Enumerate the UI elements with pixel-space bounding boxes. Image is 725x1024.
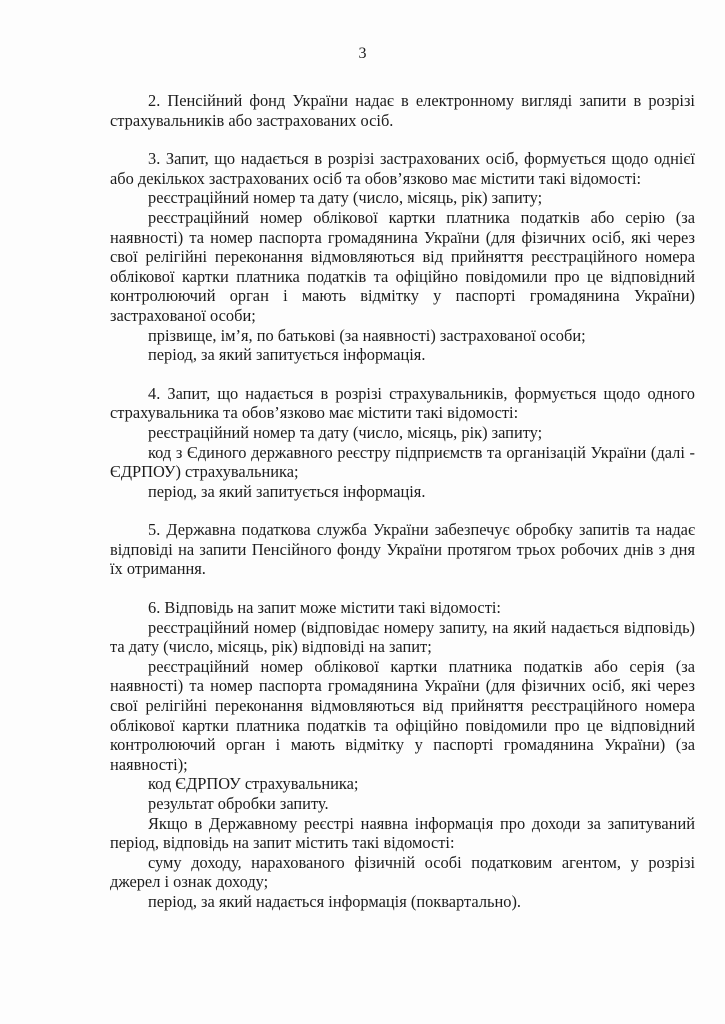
section-4 — [110, 384, 695, 502]
paragraph: 6. Відповідь на запит може містити такі відомості: — [148, 598, 501, 618]
paragraph: 4. Запит, що надається в розрізі страхувальників, формується щодо одного страхувальника та обов’язково має містити такі відомості: — [110, 383, 695, 423]
document-body — [110, 91, 695, 912]
paragraph: 5. Державна податкова служба України забезпечує обробку запитів та надає відповіді на запити Пенсійного фонду України протягом трьох робочих днів з дня їх отримання. — [110, 520, 695, 579]
list-item: код з Єдиного державного реєстру підприємств та організацій України (далі - ЄДРПОУ) страхувальника; — [110, 442, 695, 482]
section-3 — [110, 149, 695, 365]
paragraph: 3. Запит, що надається в розрізі застрахованих осіб, формується щодо однієї або декількох застрахованих осіб та обов’язково має містити такі відомості: — [110, 149, 695, 188]
list-item: реєстраційний номер (відповідає номеру запиту, на який надається відповідь) та дату (число, місяць, рік) відповіді на запит; — [110, 617, 695, 657]
list-item: реєстраційний номер та дату (число, місяць, рік) запиту; — [148, 188, 543, 208]
list-item: код ЄДРПОУ страхувальника; — [148, 774, 359, 794]
paragraph: Якщо в Державному реєстрі наявна інформація про доходи за запитуваний період, відповідь на запит містить такі відомості: — [110, 813, 695, 853]
paragraph: 2. Пенсійний фонд України надає в електронному вигляді запити в розрізі страхувальників або застрахованих осіб. — [110, 91, 695, 130]
list-item: реєстраційний номер облікової картки платника податків або серія (за наявності) та номер паспорта громадянина України (для фізичних осіб, які через свої релігійні переконання відмовляються від прийняття реєстраційного номера облікової картки платника податків та офіційно повідомили про це відповідний контролюючий орган і мають відмітку у паспорті громадянина України) (за наявності); — [110, 656, 695, 774]
section-5 — [110, 520, 695, 579]
list-item: суму доходу, нарахованого фізичній особі податковим агентом, у розрізі джерел і ознак доходу; — [110, 852, 695, 892]
section-2 — [110, 91, 695, 130]
list-item: реєстраційний номер та дату (число, місяць, рік) запиту; — [148, 422, 543, 442]
list-item: результат обробки запиту. — [148, 794, 329, 813]
list-item: період, за який запитується інформація. — [148, 481, 426, 501]
section-6 — [110, 598, 695, 912]
list-item: реєстраційний номер облікової картки платника податків або серію (за наявності) та номер паспорта громадянина України (для фізичних осіб, які через свої релігійні переконання відмовляються від прийняття реєстраційного номера облікової картки платника податків та офіційно повідомили про це відповідний контролюючий орган і мають відмітку у паспорті громадянина України) застрахованої особи; — [110, 207, 695, 325]
page-number: 3 — [358, 45, 367, 62]
list-item: період, за який надається інформація (поквартально). — [148, 891, 521, 911]
list-item: прізвище, ім’я, по батькові (за наявності) застрахованої особи; — [148, 325, 586, 345]
list-item: період, за який запитується інформація. — [148, 345, 426, 365]
